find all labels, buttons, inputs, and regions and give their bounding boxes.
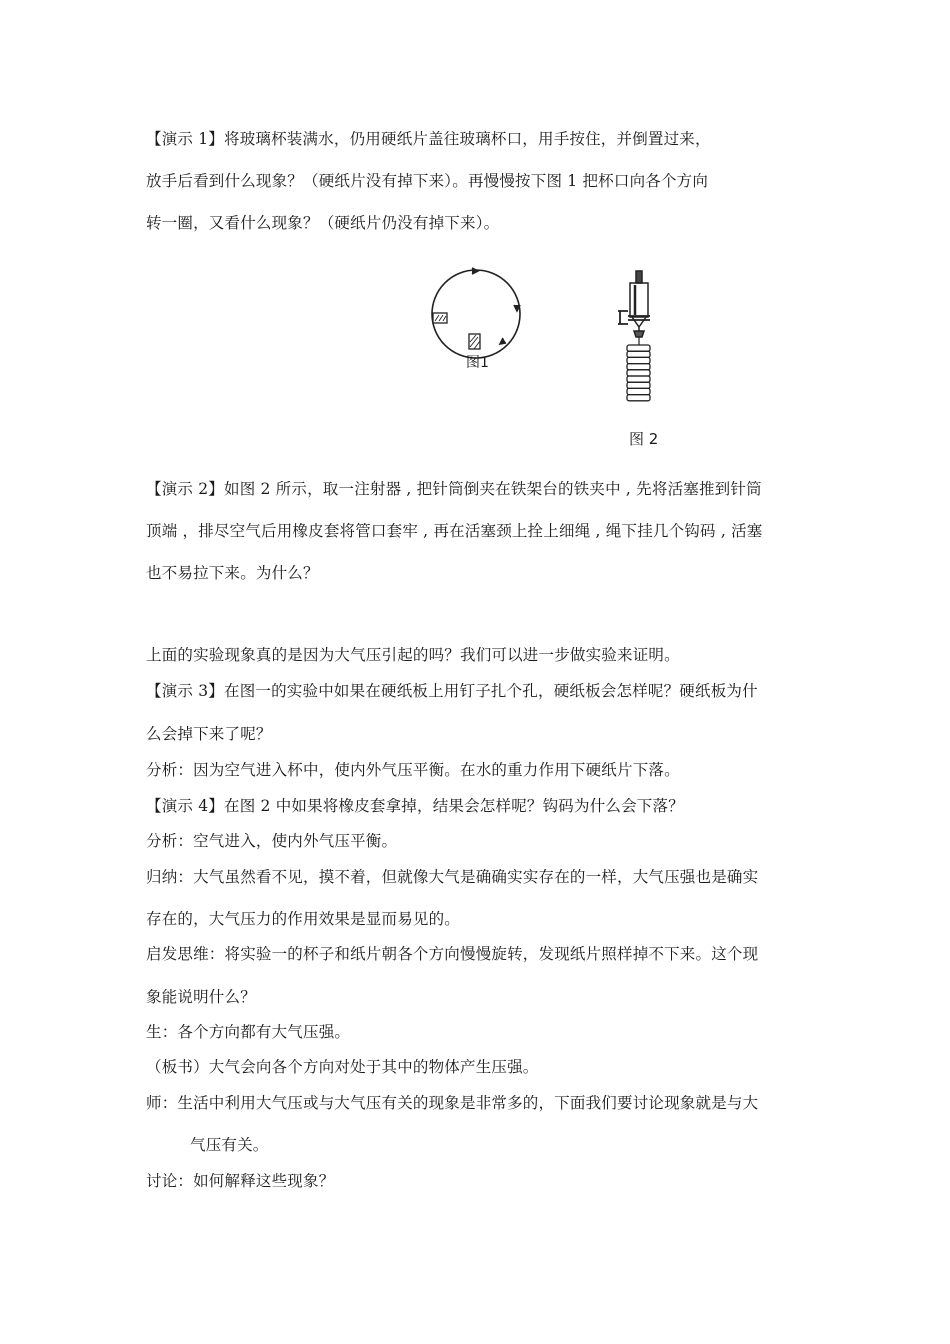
demo1-line-1: 【演示 1】将玻璃杯装满水，仍用硬纸片盖往玻璃杯口，用手按住，并倒置过来， <box>146 130 711 148</box>
inverted-cup-bottom <box>469 334 480 349</box>
hook-weights-stack <box>627 345 650 401</box>
figure-2-syringe-apparatus <box>618 271 650 401</box>
teacher-line-1: 师：生活中利用大气压或与大气压有关的现象是非常多的，下面我们要讨论现象就是与大 <box>146 1094 759 1112</box>
rotation-circle <box>432 270 520 358</box>
cup-bottom-hatch <box>470 335 480 349</box>
inspiration-line-1: 启发思维：将实验一的杯子和纸片朝各个方向慢慢旋转，发现纸片照样掉不下来。这个现 <box>146 945 759 963</box>
arrow-head-bottom <box>500 338 506 344</box>
inspiration-line-2: 象能说明什么？ <box>146 988 256 1006</box>
analysis-2: 分析：空气进入，使内外气压平衡。 <box>146 832 398 850</box>
teacher-line-2: 气压有关。 <box>190 1136 269 1154</box>
demo2-line-3: 也不易拉下来。为什么？ <box>146 564 319 582</box>
cup-left-hatch <box>435 315 446 321</box>
inverted-cup-left <box>433 313 447 323</box>
syringe-barrel <box>630 283 648 317</box>
demo4-line: 【演示 4】在图 2 中如果将橡皮套拿掉，结果会怎样呢？钩码为什么会下落？ <box>146 797 684 815</box>
arrow-head-right <box>514 305 520 311</box>
analysis-1: 分析：因为空气进入杯中，使内外气压平衡。在水的重力作用下硬纸片下落。 <box>146 761 680 779</box>
figure-1-caption: 图1 <box>466 355 489 371</box>
discussion-line: 讨论：如何解释这些现象？ <box>146 1172 335 1190</box>
demo1-line-3: 转一圈，又看什么现象？（硬纸片仍没有掉下来）。 <box>146 214 500 232</box>
demo2-line-2: 顶端 ，排尽空气后用橡皮套将管口套牢 , 再在活塞颈上拴上细绳 , 绳下挂几个钩码 , 活塞 <box>146 522 763 540</box>
question-line: 上面的实验现象真的是因为大气压引起的吗？我们可以进一步做实验来证明。 <box>146 646 680 664</box>
plunger-handle <box>636 271 642 283</box>
demo3-line-1: 【演示 3】在图一的实验中如果在硬纸板上用钉子扎个孔，硬纸板会怎样呢？硬纸板为什 <box>146 682 758 700</box>
arrow-head-top <box>472 268 478 274</box>
demo3-line-2: 么会掉下来了呢？ <box>146 725 272 743</box>
figure-1-rotation-diagram <box>432 268 520 358</box>
iron-clamp <box>618 311 650 324</box>
summary-line-2: 存在的，大气压力的作用效果是显而易见的。 <box>146 910 461 928</box>
experiment-figures <box>0 0 950 470</box>
summary-line-1: 归纳：大气虽然看不见，摸不着，但就像大气是确确实实存在的一样，大气压强也是确实 <box>146 868 759 886</box>
figure-2-caption: 图 2 <box>629 430 659 448</box>
rubber-cap <box>634 331 644 337</box>
blackboard-note: （板书）大气会向各个方向对处于其中的物体产生压强。 <box>146 1058 539 1076</box>
demo2-line-1: 【演示 2】如图 2 所示，取一注射器 , 把针筒倒夹在铁架台的铁夹中 , 先将活塞推到针筒 <box>146 480 762 498</box>
syringe-nozzle <box>632 317 646 333</box>
student-answer: 生：各个方向都有大气压强。 <box>146 1023 351 1041</box>
demo1-line-2: 放手后看到什么现象？（硬纸片没有掉下来）。再慢慢按下图 1 把杯口向各个方向 <box>146 172 709 190</box>
